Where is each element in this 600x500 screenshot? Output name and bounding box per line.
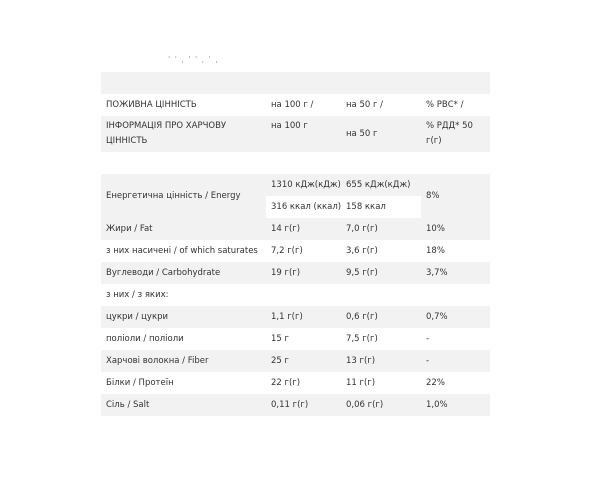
row-per100 (266, 284, 341, 306)
header2-per50-label: на 50 г (341, 116, 421, 152)
energy-rdi: 8% (421, 174, 490, 218)
row-per100: 22 г(г) (266, 372, 341, 394)
cut-off-text-fragment: ˈ ˈ ˌ ˈ ˈ ˌ ˈ ˌ (168, 56, 219, 64)
energy-per50-kj: 655 кДж(кДж) (341, 174, 421, 196)
row-per50: 7,5 г(г) (341, 328, 421, 350)
row-rdi: 22% (421, 372, 490, 394)
row-rdi: - (421, 350, 490, 372)
row-per50: 7,0 г(г) (341, 218, 421, 240)
row-per50: 13 г(г) (341, 350, 421, 372)
header-name-label: ПОЖИВНА ЦІННІСТЬ (101, 94, 266, 116)
energy-per100-kcal: 316 ккал (ккал) (266, 196, 341, 218)
table-row (101, 284, 490, 306)
row-rdi: 0,7% (421, 306, 490, 328)
table-row (101, 372, 490, 394)
nutrition-table (101, 72, 490, 416)
row-rdi: 1,0% (421, 394, 490, 416)
header2-rdi-label: % РДД* 50 г(г) (421, 116, 490, 152)
row-per100: 19 г(г) (266, 262, 341, 284)
row-name: Білки / Протеїн (101, 372, 266, 394)
header-rdi-label: % РВС* / (421, 94, 490, 116)
row-per100: 25 г (266, 350, 341, 372)
row-per100: 0,11 г(г) (266, 394, 341, 416)
row-per100: 7,2 г(г) (266, 240, 341, 262)
table-row (101, 328, 490, 350)
energy-per100-kj: 1310 кДж(кДж) (266, 174, 341, 196)
row-rdi: 18% (421, 240, 490, 262)
row-per100: 1,1 г(г) (266, 306, 341, 328)
table-row (101, 350, 490, 372)
header2-per100-label: на 100 г (266, 116, 341, 152)
blank-row-top (101, 72, 490, 94)
row-per50: 9,5 г(г) (341, 262, 421, 284)
table-row (101, 306, 490, 328)
row-per50: 3,6 г(г) (341, 240, 421, 262)
row-name: Вуглеводи / Carbohydrate (101, 262, 266, 284)
row-per50: 0,6 г(г) (341, 306, 421, 328)
header-row-2 (101, 116, 490, 152)
row-per50: 11 г(г) (341, 372, 421, 394)
row-name: з них / з яких: (101, 284, 266, 306)
row-rdi: 3,7% (421, 262, 490, 284)
table-row (101, 240, 490, 262)
row-per50: 0,06 г(г) (341, 394, 421, 416)
row-per100: 14 г(г) (266, 218, 341, 240)
row-name: поліоли / поліоли (101, 328, 266, 350)
row-name: Сіль / Salt (101, 394, 266, 416)
header-per50-label: на 50 г / (341, 94, 421, 116)
blank-row-spacer (101, 152, 490, 174)
row-name: Харчові волокна / Fiber (101, 350, 266, 372)
table-row (101, 218, 490, 240)
energy-row (101, 174, 490, 218)
row-rdi: 10% (421, 218, 490, 240)
table-row (101, 394, 490, 416)
row-name: цукри / цукри (101, 306, 266, 328)
header-row-1 (101, 94, 490, 116)
energy-name: Енергетична цінність / Energy (101, 174, 266, 218)
header-info-label: ІНФОРМАЦІЯ ПРО ХАРЧОВУ ЦІННІСТЬ (101, 116, 266, 152)
row-per50 (341, 284, 421, 306)
row-rdi (421, 284, 490, 306)
row-name: з них насичені / of which saturates (101, 240, 266, 262)
row-per100: 15 г (266, 328, 341, 350)
energy-per50-kcal: 158 ккал (341, 196, 421, 218)
row-rdi: - (421, 328, 490, 350)
row-name: Жири / Fat (101, 218, 266, 240)
table-row (101, 262, 490, 284)
header-per100-label: на 100 г / (266, 94, 341, 116)
